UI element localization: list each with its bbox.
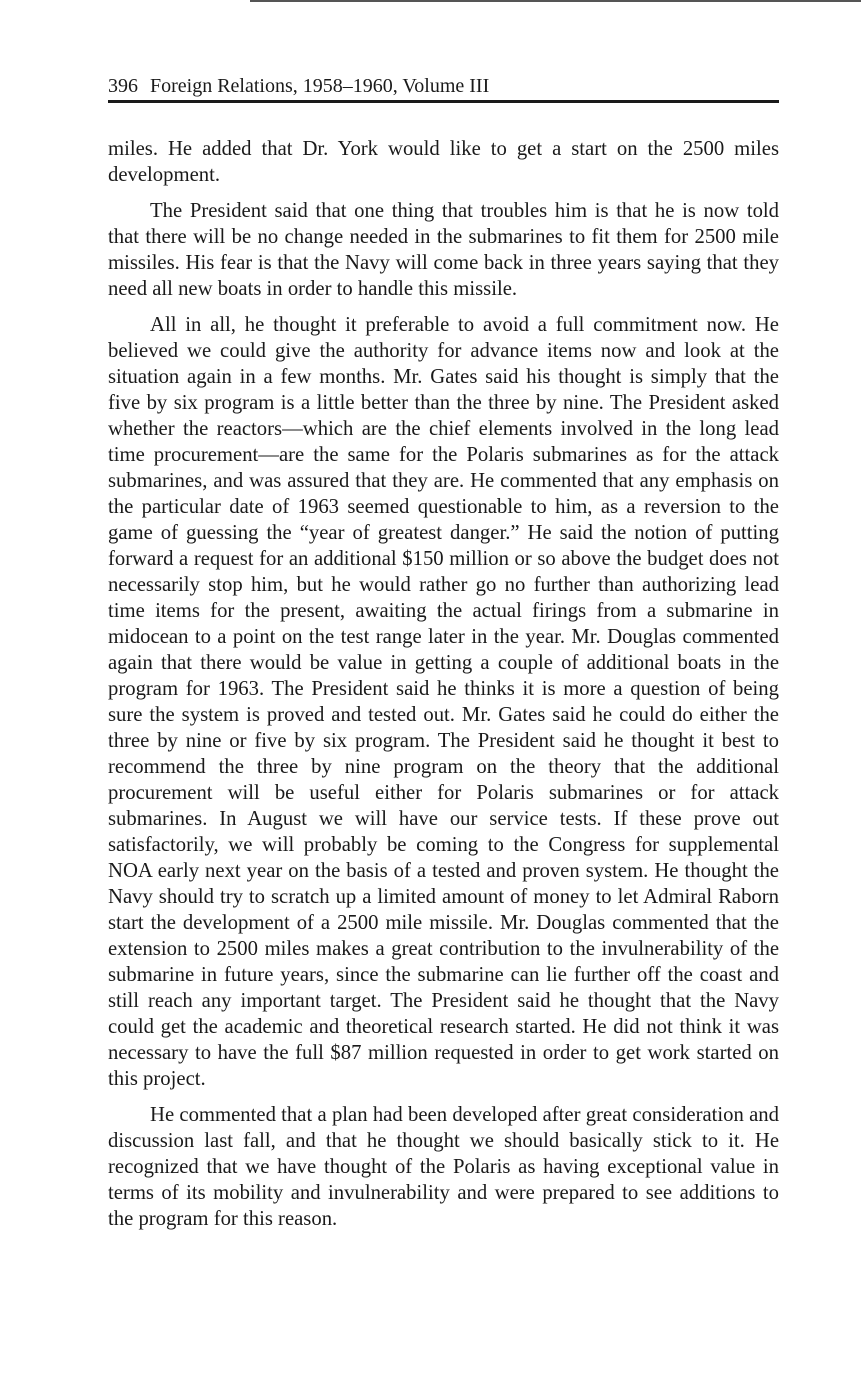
body-text — [108, 136, 779, 1242]
paragraph: The President said that one thing that troubles him is that he is now told that there will be no change needed in the submarines to fit them for 2500 mile missiles. His fear is that the Navy will come back in three years saying that they need all new boats in order to handle this missile. — [108, 200, 779, 300]
running-head — [108, 72, 779, 100]
paragraph: He commented that a plan had been developed after great consideration and discussion last fall, and that he thought we should basically stick to it. He recognized that we have thought of the Polaris as having exceptional value in terms of its mobility and invulnerability and were prepared to see additions to the program for this reason. — [108, 1104, 779, 1230]
paragraph-continued: miles. He added that Dr. York would like to get a start on the 2500 miles development. — [108, 138, 779, 186]
paragraph: All in all, he thought it preferable to avoid a full commitment now. He believed we could give the authority for advance items now and look at the situation again in a few months. Mr. Gates said his thought is simply that the five by six program is a little better than the three by nine. The President asked whether the reactors—which are the chief elements involved in the long lead time procurement—are the same for the Polaris submarines as for the attack submarines, and was assured that they are. He commented that any emphasis on the particular date of 1963 seemed questionable to him, as a reversion to the game of guessing the “year of greatest danger.” He said the notion of putting forward a request for an additional $150 million or so above the budget does not necessarily stop him, but he would rather go no further than authorizing lead time items for the present, awaiting the actual firings from a submarine in midocean to a point on the test range later in the year. Mr. Douglas commented again that there would be value in getting a couple of additional boats in the program for 1963. The President said he thinks it is more a question of being sure the system is proved and tested out. Mr. Gates said he could do either the three by nine or five by six program. The President said he thought it best to recommend the three by nine program on the theory that the additional procurement will be useful either for Polaris submarines or for attack submarines. In August we will have our service tests. If these prove out satisfactorily, we will probably be coming to the Congress for supplemental NOA early next year on the basis of a tested and proven system. He thought the Navy should try to scratch up a limited amount of money to let Admiral Raborn start the development of a 2500 mile missile. Mr. Douglas commented that the extension to 2500 miles makes a great contribution to the invulnerability of the submarine in future years, since the submarine can lie further off the coast and still reach any important target. The President said he thought that the Navy could get the academic and theoretical research started. He did not think it was necessary to have the full $87 million requested in order to get work started on this project. — [108, 314, 779, 1090]
book-title: Foreign Relations, 1958–1960, Volume III — [150, 75, 490, 97]
header-rule — [108, 100, 779, 103]
page-top-edge — [250, 0, 861, 2]
page-number: 396 — [108, 75, 138, 97]
